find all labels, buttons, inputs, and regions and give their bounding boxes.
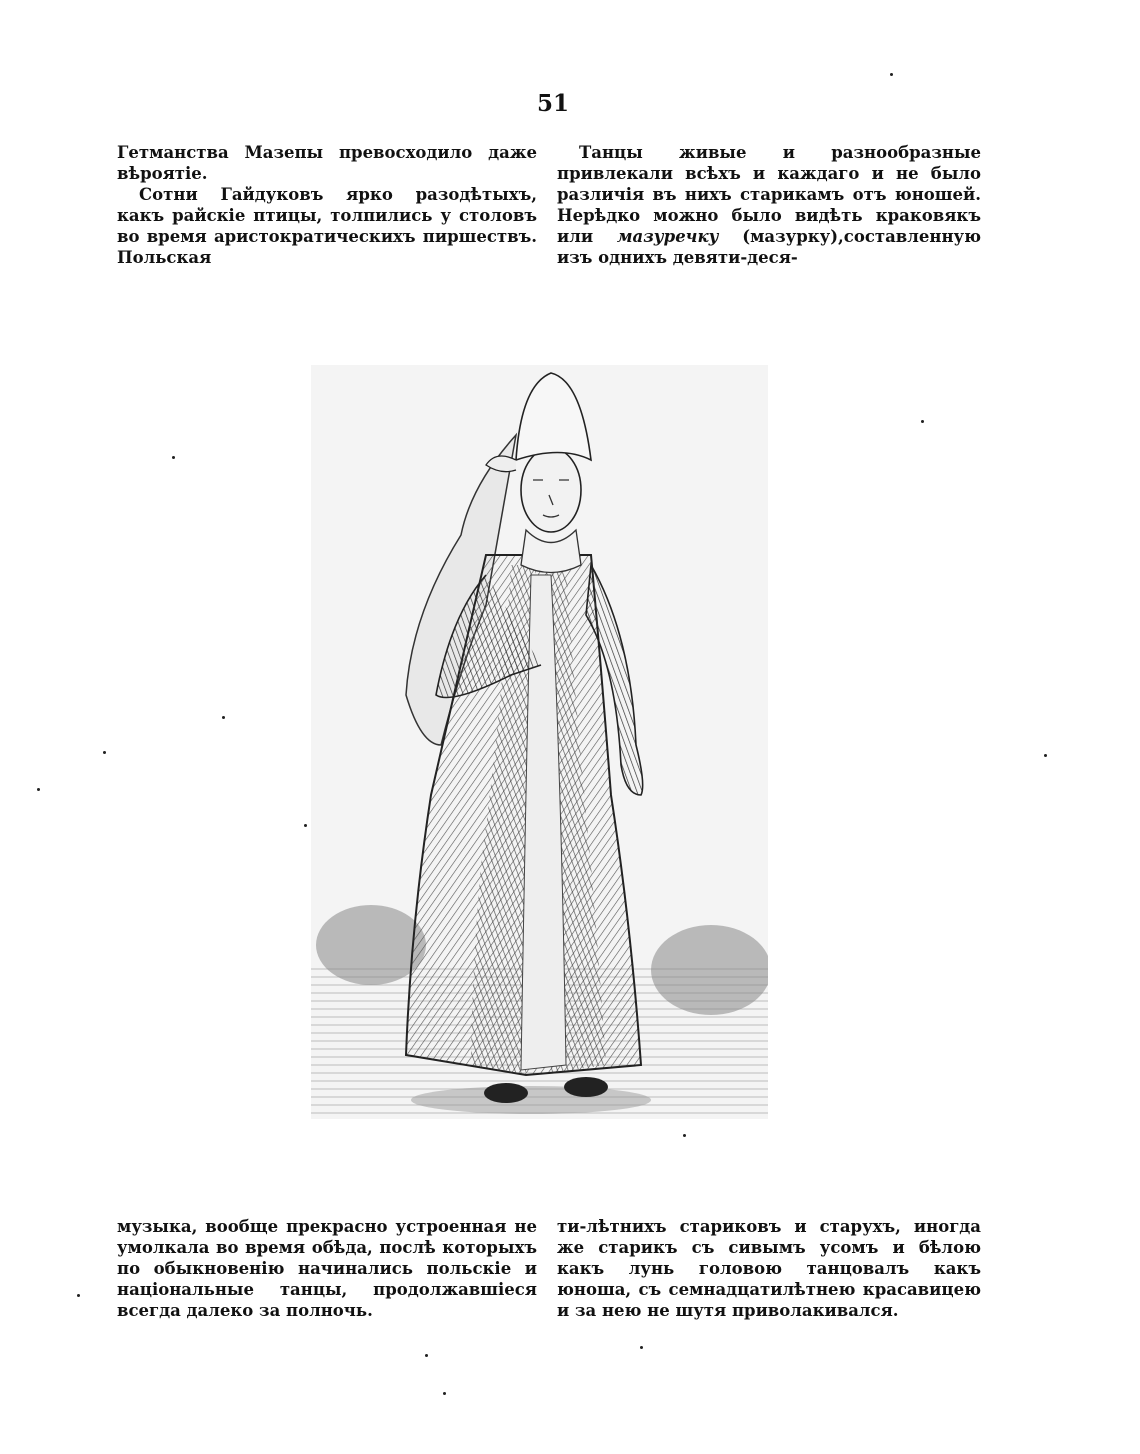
paragraph: музыка, вообще прекрасно устроенная не умолкала во время обѣда, послѣ которыхъ по обыкновенію начинались польскіе и національные танцы, продолжавшіеся всегда далеко за полночь. — [117, 1217, 537, 1320]
scan-speck — [425, 1354, 428, 1357]
scan-speck — [683, 1134, 686, 1137]
text-run: (мазурку),составленную изъ однихъ девяти-деся- — [557, 227, 982, 267]
paragraph: ти-лѣтнихъ стариковъ и старухъ, иногда же старикъ съ сивымъ усомъ и бѣлою какъ лунь головою танцовалъ какъ юноша, съ семнадцатилѣтнею красавицею и за нею не шутя приволакивался. — [557, 1217, 981, 1320]
text-run: Танцы живые и разнообразные привлекали всѣхъ и каждаго и не было различія въ нихъ старикамъ отъ юношей. Нерѣдко можно было видѣть краковякъ или — [557, 143, 981, 246]
text-column-bottom-right — [557, 1216, 981, 1321]
scan-speck — [921, 420, 924, 423]
text-column-top-left — [117, 142, 537, 268]
paragraph: Сотни Гайдуковъ ярко разодѣтыхъ, какъ райскіе птицы, толпились у столовъ во время аристократическихъ пиршествъ. Польская — [117, 185, 537, 267]
scan-speck — [37, 788, 40, 791]
paragraph — [557, 142, 981, 268]
scan-speck — [222, 716, 225, 719]
scan-speck — [304, 824, 307, 827]
scan-speck — [103, 751, 106, 754]
scan-speck — [890, 73, 893, 76]
old-woman-figure-engraving — [311, 365, 768, 1119]
scan-speck — [1044, 754, 1047, 757]
page-number: 51 — [536, 90, 569, 117]
italic-term: мазуречку — [616, 227, 719, 246]
scan-speck — [640, 1346, 643, 1349]
engraving-illustration — [311, 365, 768, 1119]
scan-speck — [77, 1294, 80, 1297]
scan-speck — [172, 456, 175, 459]
text-column-bottom-left — [117, 1216, 537, 1321]
scan-speck — [443, 1392, 446, 1395]
paragraph: Гетманства Мазепы превосходило даже вѣроятіе. — [117, 143, 537, 183]
text-column-top-right — [557, 142, 981, 268]
